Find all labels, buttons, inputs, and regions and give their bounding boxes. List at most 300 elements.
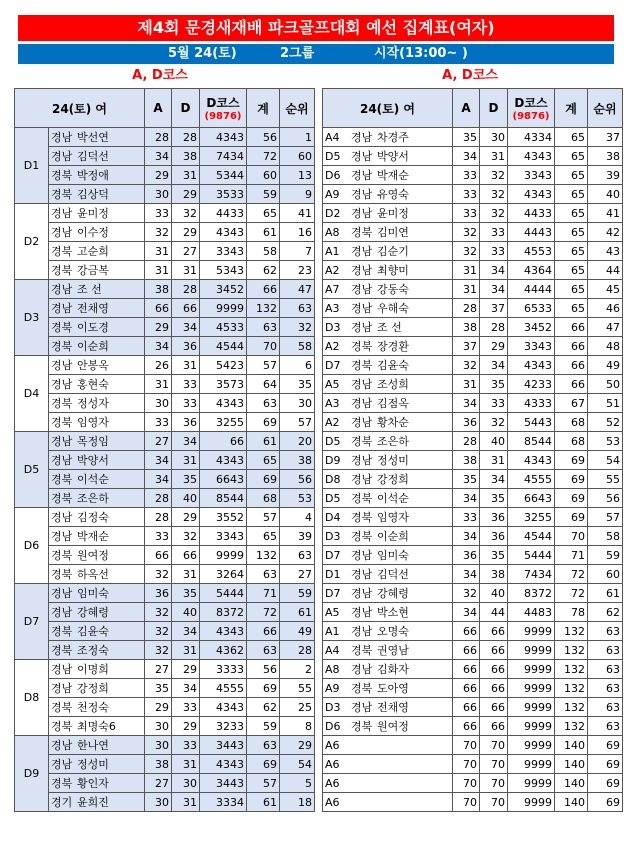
rank: 52 [588,413,623,432]
total-score: 61 [247,432,280,451]
total-score: 69 [555,508,588,527]
rank: 4 [280,508,315,527]
player-name: 임미숙 [77,587,109,600]
player-name: 강혜령 [77,606,109,619]
player-name: 김덕선 [377,568,409,581]
dcourse-score: 3343 [200,242,247,261]
player-region: 경남 [51,131,73,144]
player-name: 한나연 [77,739,109,752]
player-name: 박소현 [377,606,409,619]
rank: 69 [588,774,623,793]
table-row [15,451,315,470]
player-name: 김미연 [377,226,409,239]
rank: 59 [280,584,315,603]
rank: 63 [588,641,623,660]
player-cell [49,489,145,508]
player-name: 강금복 [77,264,109,277]
player-name: 임영자 [77,416,109,429]
header-dcourse-sub: (9876) [204,111,242,122]
score-a: 70 [453,755,480,774]
table-row [15,299,315,318]
score-d: 29 [172,660,200,679]
rank: 63 [588,717,623,736]
group-id: D4 [15,356,49,432]
score-a: 32 [145,565,172,584]
player-region: 경북 [51,340,73,353]
rank: 29 [280,736,315,755]
player-cell [49,394,145,413]
player-name: 안봉옥 [77,359,109,372]
total-score: 65 [555,166,588,185]
player-name: 박정애 [77,169,109,182]
score-d: 35 [172,584,200,603]
rank: 38 [588,147,623,166]
player-name: 목정임 [77,435,109,448]
total-score: 69 [555,489,588,508]
rank: 53 [280,489,315,508]
table-row [323,793,623,812]
total-score: 65 [247,204,280,223]
dcourse-score: 3233 [200,717,247,736]
player-name: 강정희 [77,682,109,695]
dcourse-score: 4533 [200,318,247,337]
rank: 61 [588,584,623,603]
score-a: 34 [453,147,480,166]
player-cell [323,660,453,679]
player-region: 경북 [51,245,73,258]
player-cell [49,565,145,584]
player-region: 경북 [51,188,73,201]
player-name: 권영남 [377,644,409,657]
player-region: 경남 [51,378,73,391]
group-code: A1 [325,245,340,258]
dcourse-score: 4343 [200,394,247,413]
score-a: 33 [453,204,480,223]
score-d: 33 [480,394,508,413]
score-a: 30 [145,793,172,812]
rank: 63 [280,299,315,318]
score-d: 32 [480,204,508,223]
total-score: 140 [555,774,588,793]
total-score: 66 [555,318,588,337]
score-a: 32 [145,603,172,622]
total-score: 69 [247,679,280,698]
score-a: 33 [453,185,480,204]
rank: 23 [280,261,315,280]
dcourse-score: 4553 [508,242,555,261]
total-score: 132 [555,660,588,679]
score-d: 28 [172,128,200,147]
rank: 30 [280,394,315,413]
player-region: 경남 [51,739,73,752]
table-row [15,508,315,527]
score-d: 33 [480,242,508,261]
dcourse-score: 4544 [200,337,247,356]
table-header-row [323,89,623,128]
table-row [323,223,623,242]
player-cell [323,204,453,223]
rank: 39 [280,527,315,546]
table-row [15,261,315,280]
score-d: 34 [480,470,508,489]
group-code: A6 [325,738,340,752]
player-region: 경남 [351,245,373,258]
dcourse-score: 9999 [508,698,555,717]
total-score: 65 [555,223,588,242]
table-row [323,337,623,356]
player-name: 김화자 [377,663,409,676]
score-a: 31 [453,375,480,394]
total-score: 65 [555,185,588,204]
player-name: 김순기 [377,245,409,258]
score-a: 28 [145,508,172,527]
total-score: 71 [247,584,280,603]
player-region: 경남 [51,150,73,163]
player-region: 경남 [51,359,73,372]
player-region: 경남 [351,587,373,600]
table-row [323,679,623,698]
player-region: 경남 [351,188,373,201]
table-row [15,546,315,565]
rank: 60 [280,147,315,166]
rank: 39 [588,166,623,185]
subtitle-date: 5월 24(토) [168,46,237,61]
player-name: 김윤숙 [377,359,409,372]
player-region: 경북 [51,492,73,505]
score-d: 35 [480,375,508,394]
dcourse-score: 9999 [200,546,247,565]
total-score: 61 [247,223,280,242]
group-code: A6 [325,776,340,790]
rank: 48 [588,337,623,356]
rank: 54 [588,451,623,470]
player-cell [323,774,453,793]
rank: 6 [280,356,315,375]
header-d: D [172,89,200,128]
dcourse-score: 9999 [508,774,555,793]
player-cell [49,432,145,451]
score-d: 31 [172,356,200,375]
table-row [15,337,315,356]
player-cell [323,793,453,812]
score-a: 35 [145,679,172,698]
rank: 44 [588,261,623,280]
total-score: 57 [247,508,280,527]
player-cell [323,451,453,470]
table-row [15,793,315,812]
score-d: 33 [172,375,200,394]
score-a: 28 [145,128,172,147]
table-row [15,166,315,185]
total-score: 69 [555,470,588,489]
table-row [323,432,623,451]
rank: 58 [588,527,623,546]
dcourse-score: 5343 [200,261,247,280]
player-region: 경남 [51,606,73,619]
player-name: 이순희 [77,340,109,353]
score-a: 32 [145,641,172,660]
table-row [323,242,623,261]
group-code: A7 [325,283,340,296]
rank: 56 [280,470,315,489]
player-region: 경남 [51,663,73,676]
player-region: 경북 [51,549,73,562]
score-d: 66 [480,641,508,660]
table-row [323,185,623,204]
player-region: 경북 [351,644,373,657]
player-name: 이순희 [377,530,409,543]
player-cell [323,223,453,242]
total-score: 65 [555,204,588,223]
score-d: 31 [172,166,200,185]
score-a: 34 [145,147,172,166]
rank: 27 [280,565,315,584]
score-d: 31 [172,641,200,660]
table-row [323,318,623,337]
player-name: 오명숙 [377,625,409,638]
rank: 54 [280,755,315,774]
group-code: D2 [325,207,341,220]
score-d: 31 [172,755,200,774]
table-row [15,755,315,774]
player-region: 경북 [351,720,373,733]
player-cell [49,736,145,755]
player-name: 유영숙 [377,188,409,201]
player-cell [323,717,453,736]
rank: 57 [280,413,315,432]
score-a: 38 [453,451,480,470]
table-row [323,736,623,755]
score-d: 28 [172,280,200,299]
table-row [15,698,315,717]
rank: 69 [588,793,623,812]
player-region: 경남 [351,131,373,144]
player-cell [49,698,145,717]
course-label-right: A, D코스 [442,68,498,83]
group-code: A1 [325,625,340,638]
group-code: D3 [325,321,341,334]
table-row [15,736,315,755]
player-cell [323,584,453,603]
total-score: 132 [247,299,280,318]
rank: 59 [588,546,623,565]
dcourse-score: 3533 [200,185,247,204]
group-code: D9 [325,454,341,467]
score-a: 31 [145,261,172,280]
score-a: 34 [453,489,480,508]
rank: 62 [588,603,623,622]
total-score: 72 [247,603,280,622]
rank: 35 [280,375,315,394]
header-dcourse-label: D코스 [514,96,548,110]
player-cell [49,641,145,660]
score-d: 40 [172,489,200,508]
score-d: 32 [480,413,508,432]
score-a: 35 [453,128,480,147]
total-score: 140 [555,793,588,812]
player-region: 경북 [351,435,373,448]
rank: 41 [588,204,623,223]
player-cell [323,641,453,660]
rank: 25 [280,698,315,717]
rank: 63 [588,679,623,698]
score-a: 33 [145,413,172,432]
score-d: 40 [480,432,508,451]
player-name: 조은하 [77,492,109,505]
score-d: 38 [172,147,200,166]
total-score: 132 [555,679,588,698]
dcourse-score: 9999 [508,755,555,774]
score-a: 66 [145,299,172,318]
score-a: 36 [453,413,480,432]
player-cell [323,622,453,641]
player-cell [49,280,145,299]
player-name: 이수정 [77,226,109,239]
dcourse-score: 4362 [200,641,247,660]
rank: 55 [280,679,315,698]
dcourse-score: 5423 [200,356,247,375]
group-code: A8 [325,226,340,239]
table-row [323,147,623,166]
player-cell [49,185,145,204]
player-cell [49,299,145,318]
player-name: 조성희 [377,378,409,391]
player-region: 경북 [51,397,73,410]
player-cell [49,622,145,641]
header-name: 24(토) 여 [323,89,453,128]
score-d: 34 [480,356,508,375]
table-row [323,546,623,565]
group-code: D8 [325,473,341,486]
score-a: 30 [145,736,172,755]
rank: 47 [280,280,315,299]
dcourse-score: 9999 [508,736,555,755]
player-name: 김상덕 [77,188,109,201]
total-score: 65 [247,451,280,470]
score-a: 35 [453,470,480,489]
player-cell [323,166,453,185]
dcourse-score: 3343 [508,337,555,356]
score-a: 32 [145,223,172,242]
player-region: 경남 [51,758,73,771]
rank: 16 [280,223,315,242]
rank: 42 [588,223,623,242]
player-region: 경남 [351,397,373,410]
header-a: A [453,89,480,128]
total-score: 69 [247,413,280,432]
group-code: D6 [325,720,341,733]
dcourse-score: 9999 [508,793,555,812]
player-name: 윤미정 [377,207,409,220]
table-row [323,261,623,280]
score-a: 70 [453,793,480,812]
player-name: 도아영 [377,682,409,695]
total-score: 67 [555,394,588,413]
dcourse-score: 3264 [200,565,247,584]
rank: 7 [280,242,315,261]
score-a: 70 [453,736,480,755]
player-cell [49,546,145,565]
player-region: 경남 [351,568,373,581]
player-region: 경남 [351,169,373,182]
score-d: 31 [172,261,200,280]
group-code: D4 [325,511,341,524]
score-d: 34 [172,679,200,698]
group-id: D2 [15,204,49,280]
dcourse-score: 6643 [200,470,247,489]
dcourse-score: 4343 [508,356,555,375]
table-row [323,508,623,527]
player-name: 정성미 [77,758,109,771]
total-score: 63 [247,641,280,660]
dcourse-score: 4343 [200,698,247,717]
dcourse-score: 5344 [200,166,247,185]
score-a: 32 [453,242,480,261]
group-code: A2 [325,416,340,429]
player-region: 경북 [351,359,373,372]
table-row [15,185,315,204]
player-cell [49,223,145,242]
rank: 63 [280,546,315,565]
score-d: 70 [480,755,508,774]
total-score: 66 [247,622,280,641]
player-name: 전채영 [77,302,109,315]
score-a: 33 [145,527,172,546]
player-name: 이석순 [77,473,109,486]
total-score: 57 [247,774,280,793]
player-region: 경남 [351,264,373,277]
score-a: 36 [453,546,480,565]
score-a: 30 [145,717,172,736]
rank: 63 [588,660,623,679]
score-d: 30 [172,774,200,793]
score-a: 38 [145,755,172,774]
group-code: A2 [325,340,340,353]
player-name: 박재순 [377,169,409,182]
page-title: 제4회 문경새재배 파크골프대회 예선 집계표(여자) [18,15,614,41]
total-score: 59 [247,185,280,204]
group-id: D3 [15,280,49,356]
player-region: 경북 [51,568,73,581]
player-region: 경북 [51,625,73,638]
rank: 61 [280,603,315,622]
header-dcourse-sub: (9876) [512,111,550,122]
dcourse-score: 3343 [200,527,247,546]
rank: 49 [588,356,623,375]
group-code: D7 [325,359,341,372]
total-score: 62 [247,698,280,717]
player-name: 원여정 [77,549,109,562]
score-d: 35 [172,470,200,489]
group-code: A6 [325,795,340,809]
total-score: 58 [247,242,280,261]
player-name: 홍현숙 [77,378,109,391]
total-score: 132 [555,622,588,641]
score-a: 27 [145,660,172,679]
player-name: 박선연 [77,131,109,144]
rank: 69 [588,755,623,774]
player-region: 경남 [351,549,373,562]
left-score-table [14,88,315,812]
player-name: 윤미정 [77,207,109,220]
header-dcourse [200,89,247,128]
total-score: 132 [555,698,588,717]
dcourse-score: 9999 [508,641,555,660]
header-total: 계 [555,89,588,128]
score-d: 35 [480,489,508,508]
header-dcourse-label: D코스 [206,96,240,110]
score-d: 29 [172,223,200,242]
